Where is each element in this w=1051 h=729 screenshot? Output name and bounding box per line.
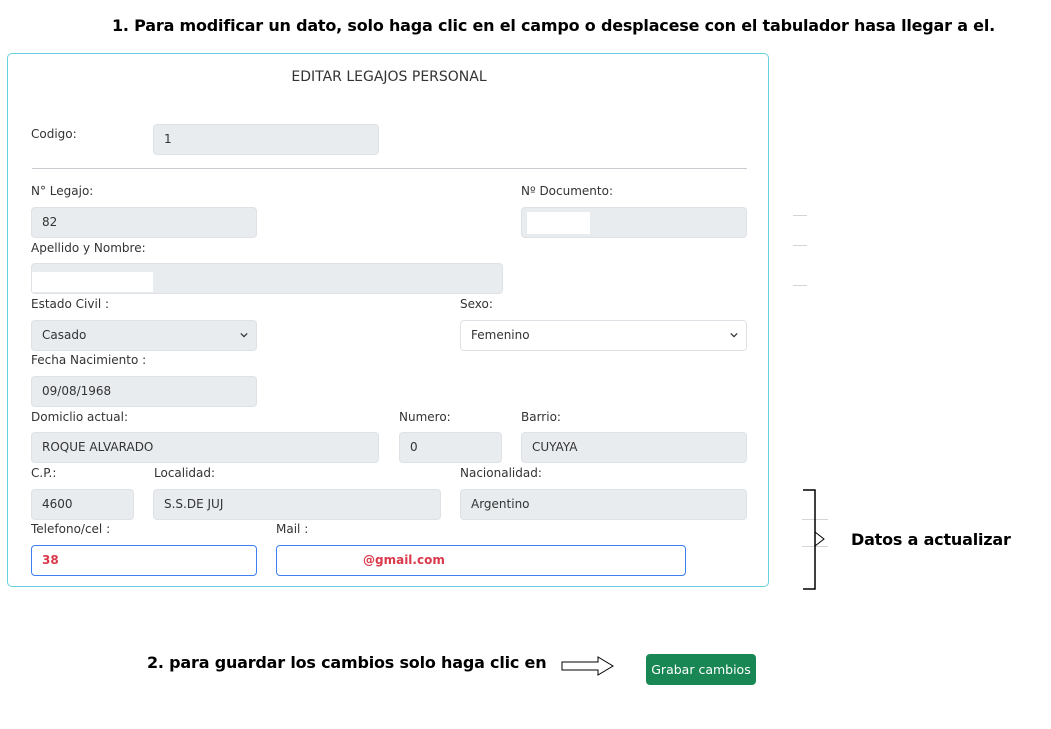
sexo-label: Sexo: [460,297,493,311]
legajo-field[interactable]: 82 [31,207,257,238]
barrio-label: Barrio: [521,410,561,424]
apellido-nombre-redaction [32,272,153,292]
annotation-label: Datos a actualizar [851,530,1011,549]
localidad-field[interactable]: S.S.DE JUJ [153,489,441,520]
save-changes-button[interactable]: Grabar cambios [646,654,756,685]
bracket-annotation-icon [800,488,830,592]
chevron-down-icon [730,331,738,339]
documento-label: Nº Documento: [521,184,613,198]
form-title: EDITAR LEGAJOS PERSONAL [291,69,487,85]
mail-value: @gmail.com [363,553,445,567]
mail-field[interactable] [276,545,686,576]
numero-field[interactable]: 0 [399,432,502,463]
artifact-tick [793,285,807,286]
estado-civil-value: Casado [42,328,87,342]
codigo-field[interactable]: 1 [153,124,379,155]
estado-civil-label: Estado Civil : [31,297,110,311]
chevron-down-icon [240,331,248,339]
domicilio-label: Domiclio actual: [31,410,129,424]
form-divider [32,168,747,169]
sexo-select[interactable] [460,320,747,351]
domicilio-field[interactable]: ROQUE ALVARADO [31,432,379,463]
apellido-nombre-label: Apellido y Nombre: [31,241,146,255]
cp-field[interactable]: 4600 [31,489,134,520]
edit-legajo-form-card [7,53,769,587]
fecha-nacimiento-label: Fecha Nacimiento : [31,353,147,367]
legajo-label: N° Legajo: [31,184,94,198]
instruction-step-2: 2. para guardar los cambios solo haga clic en [147,653,547,672]
barrio-field[interactable]: CUYAYA [521,432,747,463]
localidad-label: Localidad: [154,466,216,480]
nacionalidad-label: Nacionalidad: [460,466,542,480]
artifact-tick [793,215,807,216]
artifact-tick [793,245,807,246]
nacionalidad-field[interactable]: Argentino [460,489,747,520]
instruction-step-1: 1. Para modificar un dato, solo haga clic en el campo o desplacese con el tabulador hasa llegar a el. [112,16,995,35]
codigo-label: Codigo: [31,127,77,141]
telefono-label: Telefono/cel : [31,522,111,536]
fecha-nacimiento-field[interactable]: 09/08/1968 [31,376,257,407]
numero-label: Numero: [399,410,451,424]
sexo-value: Femenino [471,328,530,342]
cp-label: C.P.: [31,466,57,480]
documento-redaction [527,212,590,234]
mail-label: Mail : [276,522,309,536]
arrow-right-icon [561,656,615,676]
estado-civil-select[interactable] [31,320,257,351]
telefono-field[interactable]: 38 [31,545,257,576]
